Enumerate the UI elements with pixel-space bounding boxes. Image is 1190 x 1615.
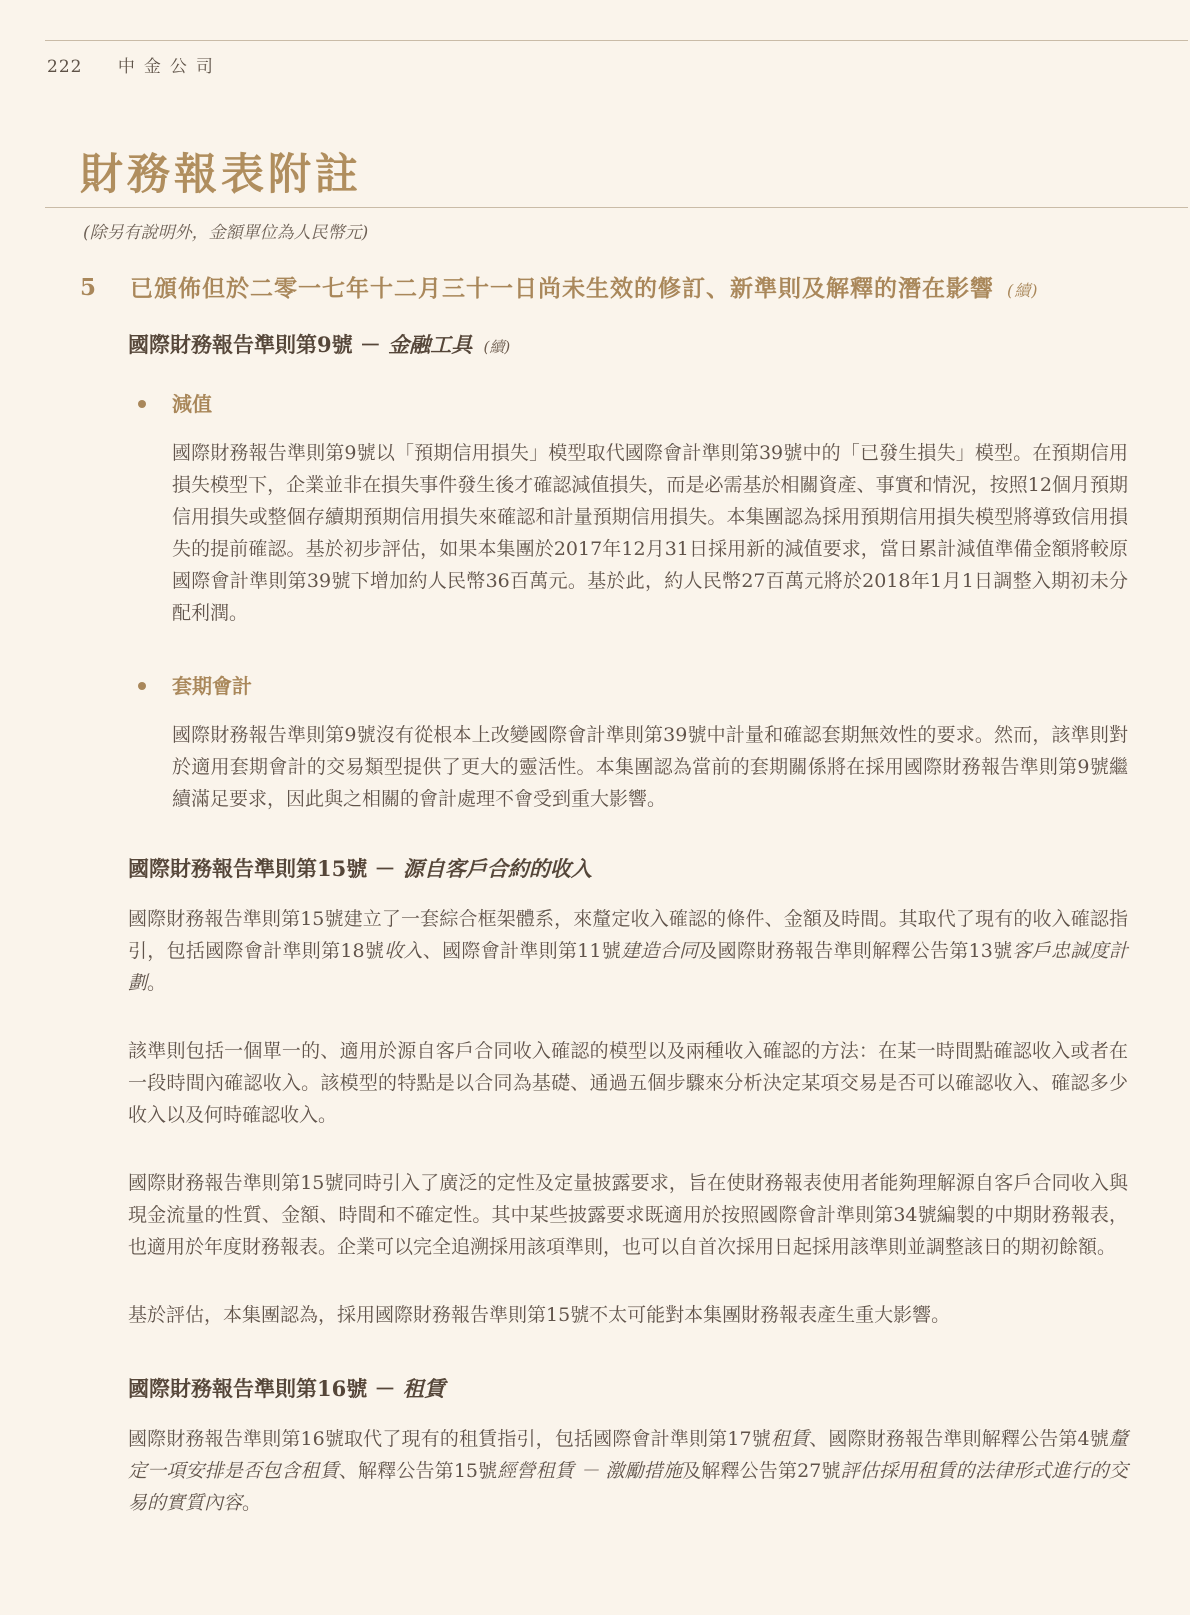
ifrs15-paragraph-1 bbox=[128, 903, 1128, 999]
text-run: 、解釋公告第15號 bbox=[338, 1460, 498, 1482]
section-number: 5 bbox=[80, 274, 97, 301]
ifrs15-paragraph-4: 基於評估，本集團認為，採用國際財務報告準則第15號不太可能對本集團財務報表產生重大影響。 bbox=[128, 1304, 951, 1326]
hedging-paragraph: 國際財務報告準則第9號沒有從根本上改變國際會計準則第39號中計量和確認套期無效性的要求。然而，該準則對於適用套期會計的交易類型提供了更大的靈活性。本集團認為當前的套期關係將在採用國際財務報告準則第9號繼續滿足要求，因此與之相關的會計處理不會受到重大影響。 bbox=[172, 724, 1128, 810]
ifrs15-paragraph-3: 國際財務報告準則第15號同時引入了廣泛的定性及定量披露要求，旨在使財務報表使用者能夠理解源自客戶合同收入與現金流量的性質、金額、時間和不確定性。其中某些披露要求既適用於按照國際會計準則第34號編製的中期財務報表，也適用於年度財務報表。企業可以完全追溯採用該項準則，也可以自首次採用日起採用該準則並調整該日的期初餘額。 bbox=[128, 1172, 1128, 1258]
page-title: 財務報表附註 bbox=[80, 150, 362, 200]
text-run: 、國際財務報告準則解釋公告第4號 bbox=[809, 1428, 1109, 1450]
text-run: 。 bbox=[147, 972, 167, 994]
text-run: 國際財務報告準則第15號建立了一套綜合框架體系，來釐定收入確認的條件、金額及時間。其取代了現有的收入確認指引，包括國際會計準則第18號 bbox=[128, 908, 1128, 962]
text-run: 國際財務報告準則第16號取代了現有的租賃指引，包括國際會計準則第17號 bbox=[128, 1428, 771, 1450]
text-run-italic: 建造合同 bbox=[621, 940, 699, 962]
text-run: 及國際財務報告準則解釋公告第13號 bbox=[698, 940, 1013, 962]
ifrs9-heading-prefix: 國際財務報告準則第9號 － bbox=[128, 332, 389, 357]
ifrs9-heading bbox=[128, 331, 1128, 361]
section-heading bbox=[130, 274, 1128, 306]
main-content bbox=[0, 274, 1190, 1519]
hedging-block bbox=[172, 673, 1128, 815]
text-run-italic: 租賃 bbox=[770, 1428, 810, 1450]
ifrs16-heading bbox=[128, 1375, 1128, 1403]
section-heading-continued: (續) bbox=[1007, 281, 1039, 300]
impairment-block bbox=[172, 391, 1128, 629]
ifrs15-heading-prefix: 國際財務報告準則第15號 － bbox=[128, 856, 403, 881]
text-run-italic: 客戶忠誠度計劃 bbox=[128, 940, 1128, 994]
company-name: 中金公司 bbox=[117, 57, 222, 77]
ifrs9-heading-title: 金融工具 bbox=[388, 332, 473, 357]
page-header bbox=[47, 52, 222, 77]
ifrs15-heading-title: 源自客戶合約的收入 bbox=[402, 856, 592, 881]
hedging-label: 套期會計 bbox=[172, 673, 1128, 699]
text-run-italic: 評估採用租賃的法律形式進行的交易的實質內容 bbox=[128, 1460, 1128, 1514]
impairment-paragraph: 國際財務報告準則第9號以「預期信用損失」模型取代國際會計準則第39號中的「已發生損失」模型。在預期信用損失模型下，企業並非在損失事件發生後才確認減值損失，而是必需基於相關資產、事實和情況，按照12個月預期信用損失或整個存續期預期信用損失來確認和計量預期信用損失。本集團認為採用預期信用損失模型將導致信用損失的提前確認。基於初步評估，如果本集團於2017年12月31日採用新的減值要求，當日累計減值準備金額將較原國際會計準則第39號下增加約人民幣36百萬元。基於此，約人民幣27百萬元將於2018年1月1日調整入期初未分配利潤。 bbox=[172, 442, 1128, 624]
unit-note: (除另有說明外，金額單位為人民幣元) bbox=[83, 223, 369, 243]
ifrs15-heading bbox=[128, 855, 1128, 883]
ifrs16-heading-prefix: 國際財務報告準則第16號 － bbox=[128, 1376, 403, 1401]
ifrs16-heading-title: 租賃 bbox=[402, 1376, 445, 1401]
header-rule bbox=[45, 40, 1188, 41]
impairment-label: 減值 bbox=[172, 391, 1128, 417]
text-run: 及解釋公告第27號 bbox=[682, 1460, 841, 1482]
text-run: 、國際會計準則第11號 bbox=[422, 940, 622, 962]
ifrs9-heading-continued: (續) bbox=[483, 338, 511, 356]
ifrs15-paragraph-2: 該準則包括一個單一的、適用於源自客戶合同收入確認的模型以及兩種收入確認的方法：在某一時間點確認收入或者在一段時間內確認收入。該模型的特點是以合同為基礎、通過五個步驟來分析決定某項交易是否可以確認收入、確認多少收入以及何時確認收入。 bbox=[128, 1040, 1128, 1126]
text-run-italic: 釐定一項安排是否包含租賃 bbox=[128, 1428, 1128, 1482]
ifrs16-paragraph-1 bbox=[128, 1423, 1128, 1519]
text-run: 。 bbox=[242, 1492, 262, 1514]
section-heading-text: 已頒佈但於二零一七年十二月三十一日尚未生效的修訂、新準則及解釋的潛在影響 bbox=[130, 275, 994, 302]
text-run-italic: 經營租賃 － 激勵措施 bbox=[497, 1460, 683, 1482]
text-run-italic: 收入 bbox=[384, 940, 423, 962]
title-rule bbox=[45, 207, 1188, 208]
section-body bbox=[128, 331, 1128, 1519]
section-5-heading-row bbox=[80, 274, 1128, 306]
page-number: 222 bbox=[47, 57, 83, 77]
